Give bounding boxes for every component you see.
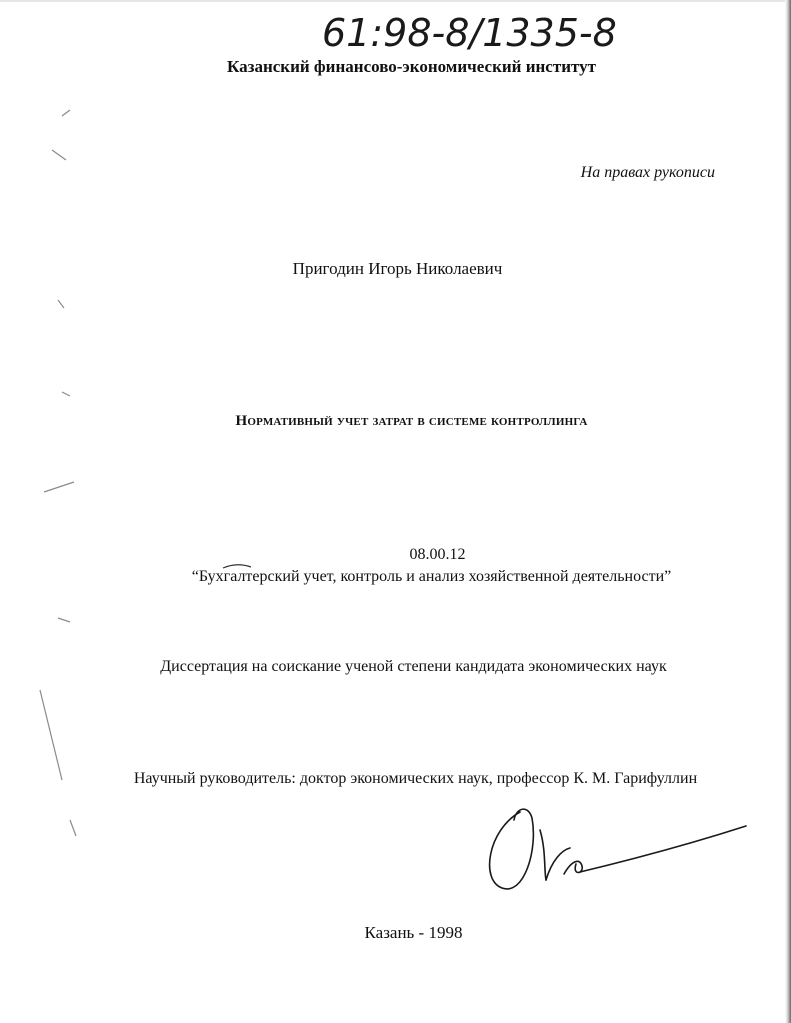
margin-scan-marks [0,0,120,1023]
archive-number-text: 61:98-8/1335-8 [322,11,617,55]
dissertation-title: Нормативный учет затрат в системе контроллинга [235,413,588,429]
institute-name: Казанский финансово-экономический институт [227,57,596,76]
degree-statement: Диссертация на соискание ученой степени кандидата экономических наук [160,658,667,675]
supervisor-signature [480,800,750,900]
specialty-name: “Бухгалтерский учет, контроль и анализ хозяйственной деятельности” [191,568,672,585]
city-and-year: Казань - 1998 [364,923,463,942]
archive-number-drawing [318,8,648,60]
scientific-supervisor: Научный руководитель: доктор экономических наук, профессор К. М. Гарифуллин [133,770,698,787]
manuscript-rights-note: На правах рукописи [580,164,715,181]
specialty-code: 08.00.12 [409,546,466,563]
archive-number-handwritten [318,8,648,60]
scan-edge-right [785,0,791,1023]
author-name: Пригодин Игорь Николаевич [292,259,503,278]
